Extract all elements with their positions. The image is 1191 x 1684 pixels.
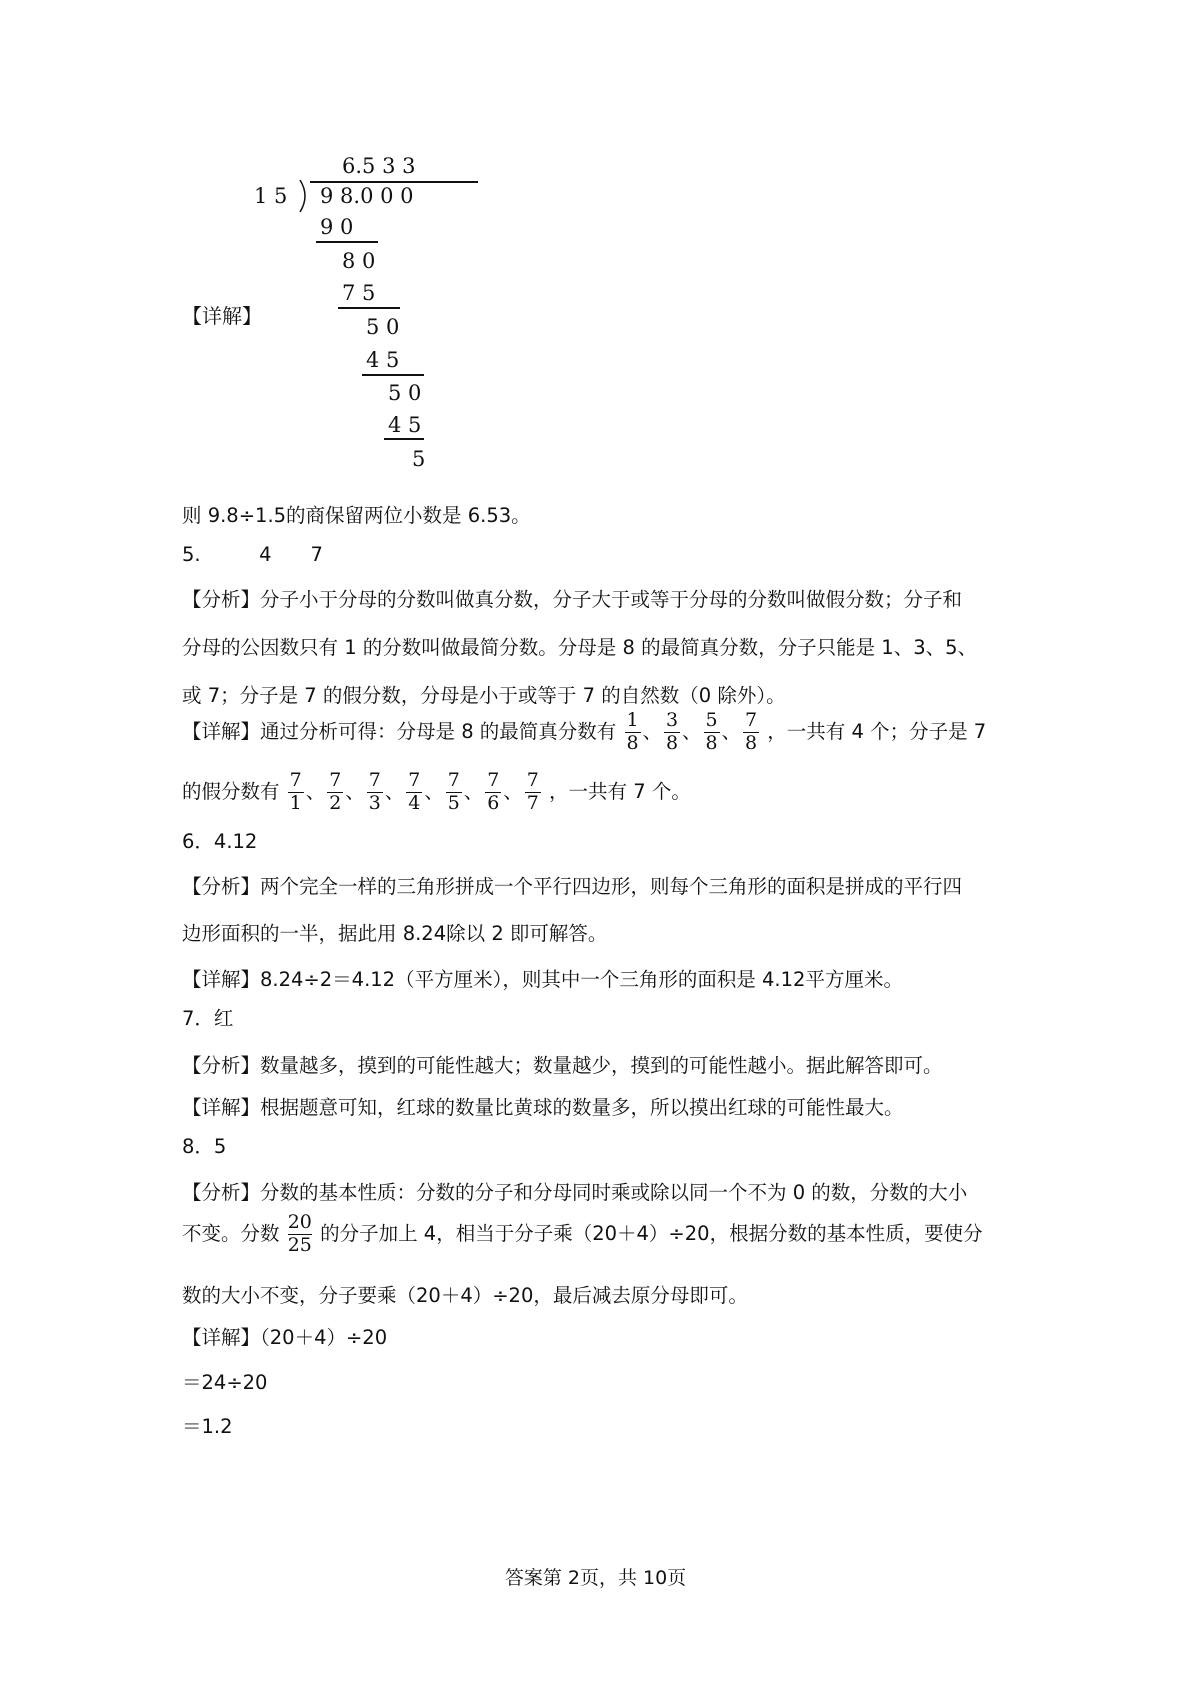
long-division: [254, 154, 490, 510]
fraction-denominator: 8: [745, 732, 758, 755]
fraction-denominator: 5: [447, 792, 460, 815]
q5-detail-1: [182, 710, 986, 755]
q8-analysis-2: [182, 1212, 983, 1257]
fraction-denominator: 7: [526, 792, 539, 815]
q7-detail: 【详解】根据题意可知，红球的数量比黄球的数量多，所以摸出红球的可能性最大。: [182, 1096, 904, 1119]
fraction-denominator: 1: [289, 792, 302, 815]
improper-fraction-7-3: [367, 770, 383, 815]
step-4: 5 0: [366, 315, 400, 339]
step-3: 7 5: [342, 281, 376, 305]
step-line-4: [384, 438, 424, 440]
q8-detail-2: ＝24÷20: [182, 1371, 268, 1394]
q8-analysis-1: 【分析】分数的基本性质：分数的分子和分母同时乘或除以同一个不为 0 的数，分数的大小: [182, 1181, 968, 1204]
q5-analysis-3: 或 7；分子是 7 的假分数，分母是小于或等于 7 的自然数（0 除外）。: [182, 684, 786, 707]
separator: 、: [721, 719, 742, 743]
fraction-denominator: 3: [368, 792, 381, 815]
detail-tag-q4: 【详解】: [182, 304, 262, 328]
improper-fraction-7-6: [485, 770, 501, 815]
step-5: 4 5: [366, 348, 400, 372]
q8-analysis-3: 数的大小不变，分子要乘（20＋4）÷20，最后减去原分母即可。: [182, 1284, 748, 1307]
q4-conclusion: 则 9.8÷1.5的商保留两位小数是 6.53。: [182, 504, 531, 527]
fraction-numerator: 5: [705, 709, 718, 731]
proper-fraction-5-8: [704, 710, 720, 755]
division-bracket: [270, 160, 290, 200]
q8-analysis-2-post: 的分子加上 4，相当于分子乘（20＋4）÷20，根据分数的基本性质，要使分: [320, 1221, 983, 1245]
step-6: 5 0: [388, 381, 422, 405]
fraction-denominator: 4: [408, 792, 421, 815]
separator: 、: [642, 719, 663, 743]
q6-header: 6．4.12: [182, 830, 258, 853]
separator: 、: [345, 779, 365, 803]
fraction-numerator: 7: [329, 769, 342, 791]
q6-analysis-1: 【分析】两个完全一样的三角形拼成一个平行四边形，则每个三角形的面积是拼成的平行四: [182, 875, 963, 898]
improper-fraction-7-1: [288, 770, 304, 815]
improper-fraction-7-4: [406, 770, 422, 815]
q5-detail-2-post: ，一共有 7 个。: [549, 779, 691, 803]
q8-detail-1: 【详解】（20＋4）÷20: [182, 1326, 388, 1349]
fraction-numerator: 7: [745, 709, 758, 731]
step-2: 8 0: [342, 249, 376, 273]
step-7: 4 5: [388, 413, 422, 437]
q5-analysis-2: 分母的公因数只有 1 的分数叫做最简分数。分母是 8 的最简真分数，分子只能是 1、3、5、: [182, 636, 978, 659]
improper-fraction-7-7: [525, 770, 541, 815]
improper-fraction-7-2: [327, 770, 343, 815]
q7-header: 7．红: [182, 1007, 234, 1030]
divisor: 1 5: [254, 184, 288, 208]
step-line-2: [338, 307, 400, 309]
dividend: 9 8.0 0 0: [320, 184, 414, 208]
fraction-list-1: [623, 709, 762, 755]
q5-detail-2: [182, 770, 691, 815]
separator: 、: [463, 779, 484, 803]
fraction-numerator: 3: [665, 709, 679, 731]
fraction-numerator: 7: [289, 769, 302, 791]
q6-detail: 【详解】8.24÷2＝4.12（平方厘米），则其中一个三角形的面积是 4.12平方厘米。: [182, 968, 903, 991]
fraction-numerator: 7: [526, 769, 539, 791]
fraction-numerator: 1: [626, 709, 639, 731]
proper-fraction-3-8: [664, 710, 680, 755]
fraction-denominator: 6: [487, 792, 500, 815]
fraction-numerator: 7: [368, 769, 381, 791]
proper-fraction-1-8: [625, 710, 641, 755]
separator: 、: [503, 779, 523, 803]
q7-analysis: 【分析】数量越多，摸到的可能性越大；数量越少，摸到的可能性越小。据此解答即可。: [182, 1054, 943, 1077]
q8-header: 8．5: [182, 1135, 227, 1158]
fraction-numerator: 20: [287, 1211, 312, 1233]
fraction-20-25: [288, 1212, 312, 1257]
division-bar: [310, 181, 478, 183]
step-8: 5: [412, 447, 426, 471]
fraction-denominator: 8: [665, 732, 679, 755]
fraction-denominator: 2: [329, 792, 342, 815]
fraction-denominator: 25: [287, 1234, 312, 1257]
fraction-numerator: 7: [487, 769, 500, 791]
step-line-3: [362, 374, 424, 376]
q5-header: 5. 4 7: [182, 543, 323, 566]
q8-analysis-2-pre: 不变。分数: [182, 1221, 280, 1245]
separator: 、: [305, 779, 326, 803]
fraction-numerator: 7: [408, 769, 421, 791]
q8-detail-3: ＝1.2: [182, 1415, 233, 1438]
q5-analysis-1: 【分析】分子小于分母的分数叫做真分数，分子大于或等于分母的分数叫做假分数；分子和: [182, 588, 963, 611]
q5-detail-2-pre: 的假分数有: [182, 779, 280, 803]
separator: 、: [682, 719, 702, 743]
fraction-list-2: [286, 769, 543, 815]
quotient: 6.5 3 3: [342, 154, 416, 178]
separator: 、: [384, 779, 405, 803]
q6-analysis-2: 边形面积的一半，据此用 8.24除以 2 即可解答。: [182, 922, 608, 945]
proper-fraction-7-8: [743, 710, 759, 755]
fraction-denominator: 8: [626, 732, 639, 755]
fraction-denominator: 8: [705, 732, 718, 755]
page-footer: 答案第 2页，共 10页: [504, 1567, 687, 1589]
step-line-1: [316, 241, 378, 243]
q5-detail-1-pre: 【详解】通过分析可得：分母是 8 的最简真分数有: [182, 719, 617, 743]
separator: 、: [424, 779, 444, 803]
step-1: 9 0: [320, 215, 354, 239]
fraction-numerator: 7: [447, 769, 460, 791]
q5-detail-1-post: ，一共有 4 个；分子是 7: [767, 719, 987, 743]
improper-fraction-7-5: [446, 770, 462, 815]
